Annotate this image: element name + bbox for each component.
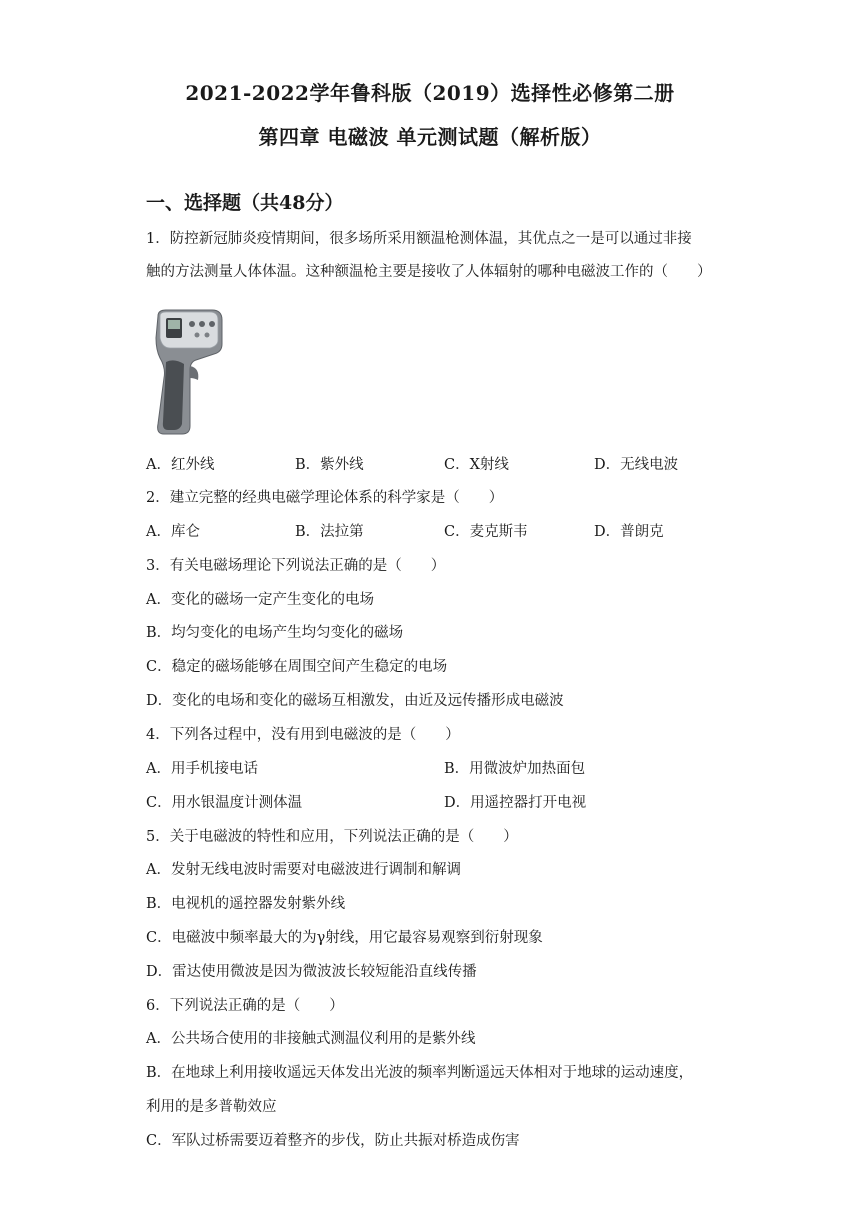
question-1-option-c: C．X射线 <box>444 457 509 473</box>
question-2-option-c: C．麦克斯韦 <box>444 524 528 540</box>
question-5-stem: 5．关于电磁波的特性和应用，下列说法正确的是（ ） <box>146 829 518 845</box>
infrared-thermometer-image <box>150 308 228 436</box>
question-2-stem: 2．建立完整的经典电磁学理论体系的科学家是（ ） <box>146 490 504 506</box>
question-1-option-d: D．无线电波 <box>594 457 679 473</box>
question-6-option-a: A．公共场合使用的非接触式测温仪利用的是紫外线 <box>146 1031 476 1047</box>
question-4-option-a: A．用手机接电话 <box>146 761 258 777</box>
question-6-option-b-line2: 利用的是多普勒效应 <box>146 1099 277 1115</box>
question-1-stem-line1: 1．防控新冠肺炎疫情期间，很多场所采用额温枪测体温，其优点之一是可以通过非接 <box>146 231 692 247</box>
question-5-option-a: A．发射无线电波时需要对电磁波进行调制和解调 <box>146 862 461 878</box>
question-4-option-c: C．用水银温度计测体温 <box>146 795 303 811</box>
document-title-line1: 2021-2022学年鲁科版（2019）选择性必修第二册 <box>185 81 675 105</box>
question-4-stem: 4．下列各过程中，没有用到电磁波的是（ ） <box>146 727 460 743</box>
question-1-stem-line2: 触的方法测量人体体温。这种额温枪主要是接收了人体辐射的哪种电磁波工作的（ ） <box>146 264 712 280</box>
question-5-option-b: B．电视机的遥控器发射紫外线 <box>146 896 346 912</box>
question-6-stem: 6．下列说法正确的是（ ） <box>146 998 344 1014</box>
question-3-stem: 3．有关电磁场理论下列说法正确的是（ ） <box>146 558 446 574</box>
question-1-option-a: A．红外线 <box>146 457 215 473</box>
question-4-option-b: B．用微波炉加热面包 <box>444 761 586 777</box>
question-4-option-d: D．用遥控器打开电视 <box>444 795 587 811</box>
question-6-option-b-line1: B．在地球上利用接收遥远天体发出光波的频率判断遥远天体相对于地球的运动速度， <box>146 1065 694 1081</box>
question-2-option-d: D．普朗克 <box>594 524 664 540</box>
question-3-option-d: D．变化的电场和变化的磁场互相激发，由近及远传播形成电磁波 <box>146 693 564 709</box>
question-2-option-a: A．库仑 <box>146 524 200 540</box>
question-3-option-b: B．均匀变化的电场产生均匀变化的磁场 <box>146 625 404 641</box>
question-1-option-b: B．紫外线 <box>295 457 364 473</box>
document-title-line2: 第四章 电磁波 单元测试题（解析版） <box>258 125 602 149</box>
question-5-option-d: D．雷达使用微波是因为微波波长较短能沿直线传播 <box>146 964 477 980</box>
section-heading: 一、选择题（共48分） <box>146 192 344 214</box>
question-3-option-a: A．变化的磁场一定产生变化的电场 <box>146 592 374 608</box>
question-6-option-c: C．军队过桥需要迈着整齐的步伐，防止共振对桥造成伤害 <box>146 1133 520 1149</box>
question-3-option-c: C．稳定的磁场能够在周围空间产生稳定的电场 <box>146 659 448 675</box>
question-2-option-b: B．法拉第 <box>295 524 364 540</box>
question-5-option-c: C．电磁波中频率最大的为γ射线，用它最容易观察到衍射现象 <box>146 930 543 946</box>
